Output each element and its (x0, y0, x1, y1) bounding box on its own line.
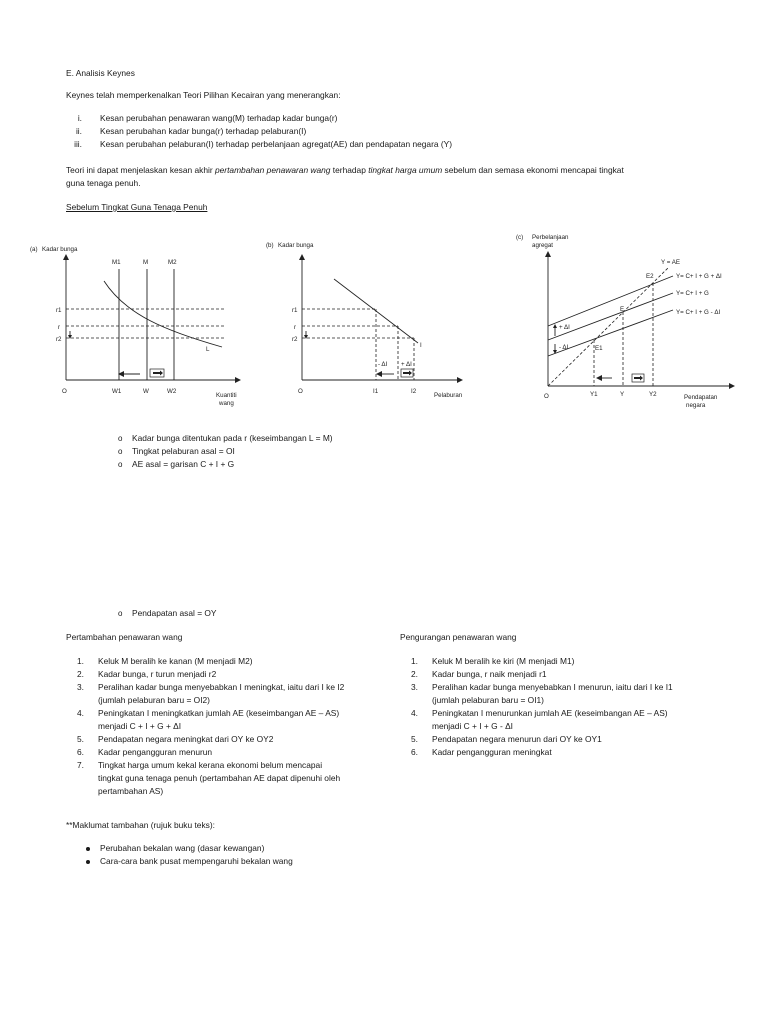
y-axis-label-1: Perbelanjaan (532, 234, 569, 241)
ae-minus-label: Y= C+ I + G - ΔI (676, 309, 721, 316)
note-item: Kadar bunga ditentukan pada r (keseimbangan L = M) (132, 433, 333, 443)
e2-label: E2 (646, 273, 654, 280)
r1-label: r1 (56, 307, 62, 314)
list-item: Kadar pengangguran menurun (98, 747, 213, 757)
m2-label: M2 (168, 259, 177, 266)
list-number: 7. (77, 760, 84, 770)
list-item: Peralihan kadar bunga menyebabkan I menurun, iaitu dari I ke I1 (432, 682, 673, 692)
list-item: Peralihan kadar bunga menyebabkan I meningkat, iaitu dari I ke I2 (98, 682, 345, 692)
panel-label: (a) (30, 246, 38, 253)
y1-label: Y1 (590, 391, 598, 398)
bullet-dot (86, 847, 90, 851)
list-number: 4. (411, 708, 418, 718)
ae-label: Y= C+ I + G (676, 290, 709, 297)
subheading: Sebelum Tingkat Guna Tenaga Penuh (66, 202, 208, 212)
bullet-dot (86, 860, 90, 864)
y-axis-label: Kadar bunga (278, 242, 314, 249)
list-item: pertambahan AS) (98, 786, 164, 796)
y-axis-label-2: agregat (532, 242, 553, 249)
list-item: Kadar pengangguran meningkat (432, 747, 552, 757)
plus-delta-i: + ΔI (559, 324, 570, 331)
bullet-circle: o (118, 434, 123, 443)
right-column-title: Pengurangan penawaran wang (400, 632, 517, 642)
list-item: tingkat guna tenaga penuh (pertambahan AE dapat dipenuhi oleh (98, 773, 341, 783)
bullet-circle: o (118, 460, 123, 469)
list-item: Kesan perubahan pelaburan(I) terhadap perbelanjaan agregat(AE) dan pendapatan negara (Y) (100, 139, 453, 149)
graph-investment (264, 235, 464, 415)
i2-label: I2 (411, 388, 417, 395)
bullet-circle: o (118, 447, 123, 456)
list-item: Tingkat harga umum kekal kerana ekonomi belum mencapai (98, 760, 323, 770)
list-item: Keluk M beralih ke kiri (M menjadi M1) (432, 656, 575, 666)
x-axis-label-2: negara (686, 402, 706, 409)
r1-label: r1 (292, 307, 298, 314)
arrow-head (235, 377, 241, 383)
x-axis-label-2: wang (219, 400, 234, 407)
e1-label: E1 (595, 345, 603, 352)
list-number: 6. (77, 747, 84, 757)
list-number: 1. (77, 656, 84, 666)
x-axis-label-1: Pendapatan (684, 394, 718, 401)
paragraph-line-2: guna tenaga penuh. (66, 178, 141, 188)
note-income: Pendapatan asal = OY (132, 608, 217, 618)
extra-info-item: Perubahan bekalan wang (dasar kewangan) (100, 843, 265, 853)
section-heading: E. Analisis Keynes (66, 68, 135, 78)
origin-label: O (544, 393, 549, 400)
list-number: 5. (77, 734, 84, 744)
list-number: 2. (77, 669, 84, 679)
list-number: 1. (411, 656, 418, 666)
paragraph-line-1: Teori ini dapat menjelaskan kesan akhir pertambahan penawaran wang terhadap tingkat harga umum sebelum dan semasa ekonomi mencapai tingkat (66, 165, 624, 175)
list-item: (jumlah pelaburan baru = OI2) (98, 695, 210, 705)
panel-label: (b) (266, 242, 274, 249)
list-item: Peningkatan I menurunkan jumlah AE (keseimbangan AE – AS) (432, 708, 668, 718)
extra-info-title: **Maklumat tambahan (rujuk buku teks): (66, 820, 215, 830)
left-column-title: Pertambahan penawaran wang (66, 632, 183, 642)
ae-plus-line (548, 276, 673, 326)
list-item: Keluk M beralih ke kanan (M menjadi M2) (98, 656, 253, 666)
y2-label: Y2 (649, 391, 657, 398)
intro-text: Keynes telah memperkenalkan Teori Pilihan Kecairan yang menerangkan: (66, 90, 341, 100)
minus-delta-i: - ΔI (559, 344, 569, 351)
list-marker: iii. (74, 139, 82, 149)
m1-label: M1 (112, 259, 121, 266)
note-item: Tingkat pelaburan asal = OI (132, 446, 235, 456)
list-number: 2. (411, 669, 418, 679)
origin-label: O (62, 388, 67, 395)
list-marker: ii. (75, 126, 82, 136)
list-item: Kadar bunga, r naik menjadi r1 (432, 669, 547, 679)
arrow-head (63, 254, 69, 260)
m-label: M (143, 259, 149, 266)
minus-delta-i: - ΔI (378, 361, 388, 368)
list-number: 5. (411, 734, 418, 744)
x-axis-label: Pelaburan (434, 392, 463, 399)
list-number: 3. (411, 682, 418, 692)
list-marker: i. (77, 113, 82, 123)
list-item: Kesan perubahan kadar bunga(r) terhadap pelaburan(I) (100, 126, 307, 136)
list-item: Kadar bunga, r turun menjadi r2 (98, 669, 217, 679)
panel-label: (c) (516, 234, 524, 241)
extra-info-item: Cara-cara bank pusat mempengaruhi bekalan wang (100, 856, 293, 866)
x-axis-label-1: Kuantiti (216, 392, 237, 399)
list-number: 3. (77, 682, 84, 692)
list-number: 6. (411, 747, 418, 757)
ae-plus-label: Y= C+ I + G + ΔI (676, 273, 722, 280)
plus-delta-i: + ΔI (401, 361, 412, 368)
e-label: E (620, 306, 625, 313)
w1-label: W1 (112, 388, 122, 395)
note-item: AE asal = garisan C + I + G (132, 459, 235, 469)
l-curve (104, 281, 222, 347)
list-item: (jumlah pelaburan baru = OI1) (432, 695, 544, 705)
l-label: L (206, 346, 210, 353)
i1-label: I1 (373, 388, 379, 395)
r-label: r (58, 324, 61, 331)
list-item: Peningkatan I meningkatkan jumlah AE (keseimbangan AE – AS) (98, 708, 340, 718)
graph-money-market (26, 235, 256, 415)
y-axis-label: Kadar bunga (42, 246, 78, 253)
y-ae-label: Y = AE (661, 259, 680, 266)
list-item: menjadi C + I + G + ΔI (98, 721, 182, 731)
w-label: W (143, 388, 149, 395)
origin-label: O (298, 388, 303, 395)
list-item: Pendapatan negara meningkat dari OY ke OY2 (98, 734, 274, 744)
list-item: menjadi C + I + G - ΔI (432, 721, 513, 731)
w2-label: W2 (167, 388, 177, 395)
list-item: Pendapatan negara menurun dari OY ke OY1 (432, 734, 602, 744)
list-item: Kesan perubahan penawaran wang(M) terhadap kadar bunga(r) (100, 113, 338, 123)
y-label: Y (620, 391, 625, 398)
bullet-circle: o (118, 609, 123, 618)
graph-aggregate-expenditure (510, 228, 750, 428)
r-label: r (294, 324, 297, 331)
r2-label: r2 (292, 336, 298, 343)
r2-label: r2 (56, 336, 62, 343)
list-number: 4. (77, 708, 84, 718)
i-curve-label: I (420, 342, 422, 349)
